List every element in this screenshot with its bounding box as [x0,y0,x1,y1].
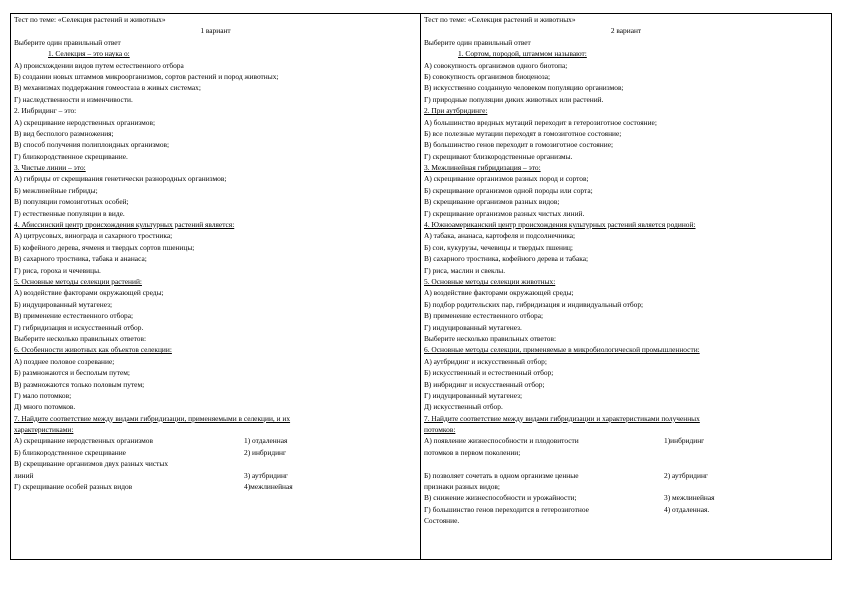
matching-left: А) появление жизнеспособности и плодовитости [424,436,579,446]
answer-option: В) большинство генов переходит в гомозиготное состояние; [424,140,614,150]
answer-option: В) механизмах поддержания гомеостаза в живых системах; [14,83,201,93]
matching-right: 2) инбридинг [244,447,287,457]
answer-option: Б) совокупность организмов биоценоза; [424,71,551,81]
matching-left: Б) позволяет сочетать в одном организме ценные [424,470,579,480]
answer-option: Б) искусственный и естественный отбор; [424,368,554,378]
matching-row [424,447,828,458]
variant-label: 1 вариант [200,26,231,36]
answer-option: А) скрещивание неродственных организмов; [14,117,156,127]
matching-right: 1)инбридинг [664,436,705,446]
matching-row [424,470,828,481]
answer-option: А) происхождении видов путем естественного отбора [14,60,184,70]
answer-option: Г) индуцированный мутагенез. [424,322,522,332]
question-6: 6. Основные методы селекции, применяемые в микробиологической промышленности: [424,345,700,355]
test-title: Тест по теме: «Селекция растений и животных» [14,15,166,24]
answer-option: А) совокупность организмов одного биотопа; [424,60,568,70]
question-1: 1. Сортом, породой, штаммом называют: [458,49,587,59]
answer-option: В) способ получения полиплоидных организмов; [14,140,170,150]
matching-row [424,458,828,469]
matching-left: А) скрещивание неродственных организмов [14,436,153,446]
answer-option: Б) сои, кукурузы, чечевицы и твердых пшениц; [424,242,573,252]
matching-left: признаки разных видов; [424,482,500,492]
matching-left: В) скрещивание организмов двух разных чистых [14,459,169,469]
question-5: 5. Основные методы селекции растений: [14,276,142,286]
matching-left: линий [14,470,34,480]
variant-1-column [11,14,421,559]
matching-row [14,470,417,481]
matching-left: Г) скрещивание особей разных видов [14,482,133,492]
matching-right: 3) межлинейная [664,493,715,503]
answer-option: Г) близкородственное скрещивание. [14,151,128,161]
answer-option: В) применение естественного отбора; [14,311,134,321]
matching-row [424,435,828,446]
answer-option: А) позднее половое созревание; [14,356,115,366]
answer-option: Г) мало потомков; [14,390,72,400]
answer-option: Б) все полезные мутации переходят в гомозиготное состояние; [424,128,622,138]
answer-option: В) инбридинг и искусственный отбор; [424,379,545,389]
question-2: 2. Инбридинг – это: [14,106,77,116]
answer-option: А) гибриды от скрещивания генетически разнородных организмов; [14,174,227,184]
answer-option: Г) скрещивание организмов разных чистых линий. [424,208,585,218]
variant-label: 2 вариант [610,26,642,36]
matching-left: Б) близкородственное скрещивание [14,447,126,457]
test-sheet [10,13,832,560]
matching-row [14,458,417,469]
answer-option: А) аутбридинг и искусственный отбор; [424,356,547,366]
instruction: Выберите один правильный ответ [424,37,531,47]
variant-2-column [421,14,831,559]
answer-option: В) популяции гомозиготных особей; [14,197,129,207]
question-7: 7. Найдите соответствие между видами гибридизации и характеристиками полученных [424,413,700,423]
answer-option: В) сахарного тростника, табака и ананаса; [14,254,147,264]
answer-option: А) большинство вредных мутаций переходит в гетерозиготное состояние; [424,117,657,127]
matching-left: В) снижение жизнеспособности и урожайности; [424,493,577,503]
matching-left: Состояние. [424,516,460,526]
question-4: 4. Южноамериканский центр происхождения культурных растений является родиной: [424,220,696,230]
answer-option: В) искусственно созданную человеком популяцию организмов; [424,83,624,93]
matching-row [424,481,828,492]
question-2: 2. При аутбридинге: [424,106,488,116]
question-3: 3. Чистые линии – это: [14,163,86,173]
matching-row [424,515,828,526]
answer-option: Г) естественные популяции в виде. [14,208,125,218]
answer-option: Д) искусственный отбор. [424,402,503,412]
answer-option: Б) создании новых штаммов микроорганизмов, сортов растений и пород животных; [14,71,279,81]
question-7-continued: характеристиками: [14,425,74,435]
answer-option: В) вид бесполого размножения; [14,128,114,138]
matching-row [424,492,828,503]
answer-option: Д) много потомков. [14,402,76,412]
answer-option: Г) индуцированный мутагенез; [424,390,523,400]
matching-left: потомков в первом поколении; [424,447,521,457]
instruction: Выберите один правильный ответ [14,37,121,47]
answer-option: Г) скрещивают близкородственные организмы. [424,151,573,161]
answer-option: Б) скрещивание организмов одной породы или сорта; [424,185,593,195]
question-7-continued: потомков: [424,425,456,435]
answer-option: Г) риса, маслин и свеклы. [424,265,506,275]
answer-option: А) воздействие факторами окружающей среды; [14,288,164,298]
answer-option: Г) риса, гороха и чечевицы. [14,265,101,275]
answer-option: А) цитрусовых, винограда и сахарного тростника; [14,231,173,241]
answer-option: Б) размножаются и бесполым путем; [14,368,130,378]
matching-row [14,481,417,492]
answer-option: Г) природные популяции диких животных или растений. [424,94,604,104]
answer-option: Г) гибридизация и искусственный отбор. [14,322,144,332]
answer-option: Б) индуцированный мутагенез; [14,299,113,309]
instruction-multiple: Выберите несколько правильных ответов: [424,333,556,343]
matching-right: 3) аутбридинг [244,470,288,480]
question-3: 3. Межлинейная гибридизация – это: [424,163,541,173]
matching-right: 4)межлинейная [244,482,293,492]
answer-option: В) скрещивание организмов разных видов; [424,197,560,207]
answer-option: А) скрещивание организмов разных пород и сортов; [424,174,589,184]
answer-option: А) табака, ананаса, картофеля и подсолнечника; [424,231,576,241]
matching-right: 2) аутбридинг [664,470,708,480]
matching-row [14,447,417,458]
answer-option: Б) кофейного дерева, ячменя и твердых сортов пшеницы; [14,242,195,252]
question-7: 7. Найдите соответствие между видами гибридизации, применяемыми в селекции, и их [14,413,291,423]
answer-option: В) размножаются только половым путем; [14,379,145,389]
answer-option: В) сахарного тростника, кофейного дерева и табака; [424,254,589,264]
answer-option: Г) наследственности и изменчивости. [14,94,133,104]
matching-right: 1) отдаленная [244,436,288,446]
question-1: 1. Селекция – это наука о: [48,49,130,59]
question-6: 6. Особенности животных как объектов селекции: [14,345,172,355]
answer-option: Б) подбор родительских пар, гибридизация и индивидуальный отбор; [424,299,644,309]
question-4: 4. Абиссинский центр происхождения культурных растений является: [14,220,235,230]
instruction-multiple: Выберите несколько правильных ответов: [14,333,146,343]
answer-option: В) применение естественного отбора; [424,311,544,321]
matching-row [14,435,417,446]
answer-option: А) воздействие факторами окружающей среды; [424,288,574,298]
matching-row [424,504,828,515]
matching-left: Г) большинство генов переходится в гетерозиготное [424,504,589,514]
answer-option: Б) межлинейные гибриды; [14,185,98,195]
matching-left [424,458,664,469]
question-5: 5. Основные методы селекции животных: [424,276,556,286]
test-title: Тест по теме: «Селекция растений и животных» [424,15,576,24]
matching-right: 4) отдаленная. [664,504,710,514]
